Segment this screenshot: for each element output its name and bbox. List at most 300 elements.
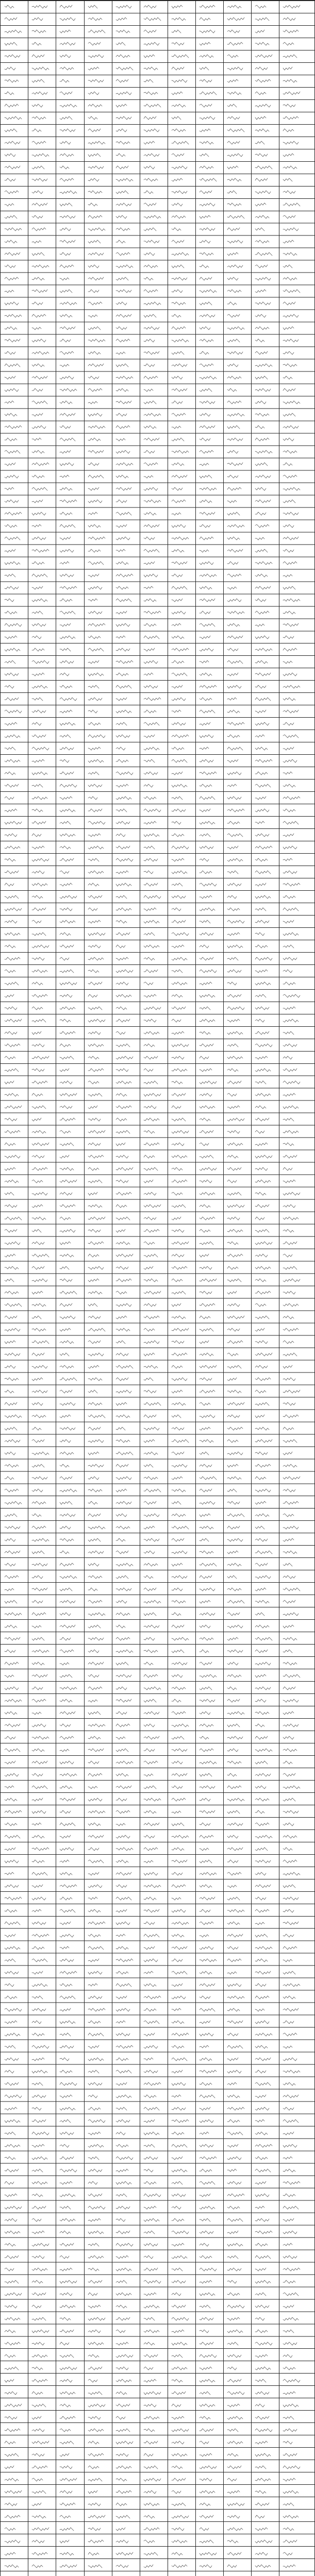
- grid-cell: [28, 1200, 56, 1212]
- handwriting-mark: [59, 511, 73, 516]
- grid-cell: [112, 1, 140, 13]
- handwriting-mark: [31, 944, 51, 949]
- grid-cell: [140, 25, 168, 38]
- grid-cell: [195, 1138, 223, 1150]
- grid-cell: [56, 594, 84, 606]
- handwriting-mark: [4, 202, 15, 207]
- handwriting-mark: [88, 54, 106, 59]
- handwriting-mark: [143, 350, 160, 355]
- grid-cell: [56, 1299, 84, 1311]
- grid-cell: [223, 891, 251, 903]
- handwriting-mark: [255, 610, 271, 615]
- grid-cell: [168, 606, 195, 619]
- handwriting-mark: [283, 795, 301, 801]
- grid-cell: [56, 742, 84, 755]
- handwriting-mark: [227, 622, 241, 628]
- handwriting-mark: [143, 956, 156, 961]
- handwriting-mark: [88, 115, 99, 121]
- handwriting-mark: [59, 4, 74, 9]
- grid-row: [1, 891, 315, 903]
- grid-cell: [223, 273, 251, 285]
- handwriting-mark: [59, 783, 78, 788]
- grid-cell: [112, 62, 140, 75]
- grid-cell: [28, 223, 56, 235]
- handwriting-mark: [115, 1030, 127, 1036]
- handwriting-mark: [59, 177, 75, 182]
- grid-cell: [112, 285, 140, 297]
- handwriting-mark: [115, 437, 127, 442]
- handwriting-mark: [143, 1006, 162, 1011]
- handwriting-mark: [143, 227, 157, 232]
- grid-cell: [168, 297, 195, 310]
- handwriting-mark: [283, 363, 299, 368]
- grid-cell: [28, 1002, 56, 1014]
- grid-cell: [84, 891, 112, 903]
- grid-cell: [56, 755, 84, 767]
- grid-cell: [112, 1126, 140, 1138]
- handwriting-mark: [227, 251, 240, 257]
- grid-cell: [84, 631, 112, 643]
- grid-row: [1, 878, 315, 891]
- handwriting-mark: [88, 190, 104, 195]
- grid-cell: [84, 545, 112, 557]
- handwriting-mark: [59, 486, 74, 492]
- handwriting-mark: [255, 820, 267, 825]
- grid-cell: [28, 1014, 56, 1027]
- grid-cell: [168, 619, 195, 631]
- handwriting-mark: [227, 1191, 242, 1196]
- handwriting-mark: [4, 375, 16, 380]
- handwriting-mark: [199, 313, 217, 318]
- grid-cell: [223, 767, 251, 779]
- handwriting-mark: [31, 1228, 43, 1233]
- handwriting-mark: [4, 1043, 22, 1048]
- grid-cell: [279, 767, 315, 779]
- grid-cell: [28, 384, 56, 396]
- handwriting-mark: [171, 709, 183, 714]
- handwriting-mark: [59, 313, 73, 318]
- handwriting-mark: [143, 1117, 161, 1122]
- grid-cell: [84, 458, 112, 470]
- handwriting-mark: [59, 16, 77, 22]
- grid-cell: [168, 532, 195, 545]
- grid-cell: [195, 656, 223, 668]
- handwriting-mark: [171, 1043, 190, 1048]
- grid-cell: [140, 1089, 168, 1101]
- grid-cell: [28, 495, 56, 507]
- grid-cell: [112, 755, 140, 767]
- handwriting-mark: [283, 870, 298, 875]
- grid-cell: [195, 1150, 223, 1163]
- grid-cell: [223, 124, 251, 137]
- grid-cell: [223, 1113, 251, 1126]
- grid-cell: [84, 50, 112, 62]
- handwriting-mark: [143, 561, 156, 566]
- handwriting-mark: [143, 128, 161, 133]
- grid-cell: [140, 1212, 168, 1225]
- handwriting-mark: [4, 1290, 20, 1295]
- grid-cell: [168, 718, 195, 730]
- handwriting-mark: [255, 91, 268, 96]
- grid-cell: [84, 1052, 112, 1064]
- handwriting-mark: [255, 251, 274, 257]
- grid-cell: [195, 965, 223, 977]
- grid-cell: [28, 161, 56, 174]
- grid-cell: [140, 804, 168, 817]
- grid-cell: [168, 804, 195, 817]
- handwriting-mark: [171, 140, 190, 145]
- grid-cell: [279, 211, 315, 223]
- grid-cell: [223, 359, 251, 371]
- grid-row: [1, 1200, 315, 1212]
- grid-cell: [168, 75, 195, 87]
- handwriting-mark: [4, 857, 17, 862]
- grid-cell: [168, 1138, 195, 1150]
- grid-cell: [28, 693, 56, 705]
- handwriting-mark: [283, 499, 297, 504]
- handwriting-mark: [199, 845, 215, 850]
- grid-cell: [168, 1, 195, 13]
- handwriting-mark: [4, 1129, 22, 1134]
- handwriting-mark: [59, 202, 74, 207]
- grid-cell: [112, 891, 140, 903]
- handwriting-mark: [88, 1092, 104, 1097]
- handwriting-mark: [199, 1154, 214, 1159]
- grid-cell: [84, 1150, 112, 1163]
- grid-cell: [279, 1101, 315, 1113]
- handwriting-mark: [227, 326, 245, 331]
- handwriting-mark: [88, 894, 104, 900]
- handwriting-mark: [59, 956, 71, 961]
- handwriting-mark: [283, 400, 301, 405]
- grid-cell: [1, 384, 28, 396]
- handwriting-mark: [88, 857, 101, 862]
- grid-cell: [140, 1225, 168, 1237]
- grid-cell: [112, 631, 140, 643]
- handwriting-mark: [283, 165, 299, 170]
- grid-cell: [56, 841, 84, 854]
- handwriting-mark: [171, 1204, 187, 1209]
- grid-row: [1, 545, 315, 557]
- grid-cell: [223, 507, 251, 520]
- grid-cell: [195, 458, 223, 470]
- handwriting-mark: [227, 993, 242, 998]
- grid-cell: [56, 532, 84, 545]
- handwriting-mark: [283, 227, 300, 232]
- handwriting-mark: [88, 29, 107, 34]
- handwriting-mark: [31, 969, 49, 974]
- handwriting-mark: [59, 251, 72, 257]
- handwriting-mark: [115, 190, 129, 195]
- grid-cell: [279, 50, 315, 62]
- grid-cell: [112, 1113, 140, 1126]
- grid-cell: [251, 322, 279, 334]
- grid-cell: [223, 1225, 251, 1237]
- handwriting-mark: [143, 709, 158, 714]
- handwriting-mark: [283, 1105, 301, 1110]
- handwriting-mark: [115, 931, 131, 937]
- handwriting-mark: [88, 350, 102, 355]
- handwriting-mark: [199, 647, 215, 652]
- grid-cell: [84, 1027, 112, 1039]
- grid-cell: [1, 62, 28, 75]
- grid-cell: [168, 1089, 195, 1101]
- handwriting-mark: [143, 264, 160, 269]
- handwriting-mark: [59, 1092, 78, 1097]
- handwriting-mark: [199, 1241, 215, 1246]
- handwriting-mark: [143, 870, 155, 875]
- grid-cell: [1, 1188, 28, 1200]
- grid-row: [1, 990, 315, 1002]
- grid-cell: [195, 359, 223, 371]
- grid-cell: [112, 693, 140, 705]
- grid-cell: [1, 161, 28, 174]
- handwriting-mark: [4, 313, 23, 318]
- handwriting-mark: [143, 882, 159, 887]
- grid-cell: [1, 990, 28, 1002]
- handwriting-mark: [227, 721, 245, 726]
- grid-cell: [140, 557, 168, 569]
- handwriting-mark: [199, 561, 214, 566]
- handwriting-mark: [115, 969, 134, 974]
- handwriting-mark: [59, 1290, 78, 1295]
- grid-row: [1, 396, 315, 409]
- grid-cell: [140, 396, 168, 409]
- grid-cell: [140, 334, 168, 347]
- grid-cell: [251, 1, 279, 13]
- handwriting-mark: [4, 54, 22, 59]
- grid-cell: [1, 235, 28, 248]
- handwriting-mark: [4, 1030, 18, 1036]
- handwriting-mark: [227, 301, 238, 306]
- handwriting-mark: [143, 338, 157, 343]
- handwriting-mark: [4, 523, 19, 529]
- handwriting-mark: [143, 783, 155, 788]
- grid-row: [1, 359, 315, 371]
- handwriting-mark: [283, 684, 302, 689]
- grid-cell: [195, 124, 223, 137]
- grid-cell: [1, 767, 28, 779]
- grid-cell: [112, 1150, 140, 1163]
- grid-cell: [84, 1212, 112, 1225]
- handwriting-mark: [31, 1154, 46, 1159]
- grid-cell: [279, 718, 315, 730]
- handwriting-mark: [59, 1241, 72, 1246]
- handwriting-mark: [31, 152, 51, 158]
- handwriting-mark: [115, 771, 134, 776]
- grid-cell: [28, 705, 56, 718]
- grid-cell: [168, 322, 195, 334]
- handwriting-mark: [59, 697, 78, 702]
- handwriting-mark: [143, 1067, 155, 1073]
- handwriting-mark: [283, 1228, 295, 1233]
- handwriting-mark: [283, 375, 294, 380]
- handwriting-mark: [115, 1191, 133, 1196]
- handwriting-mark: [88, 499, 104, 504]
- grid-cell: [1, 1002, 28, 1014]
- handwriting-mark: [88, 931, 106, 937]
- grid-cell: [168, 681, 195, 693]
- grid-cell: [1, 1237, 28, 1249]
- handwriting-mark: [255, 1179, 272, 1184]
- grid-cell: [140, 1126, 168, 1138]
- grid-cell: [28, 297, 56, 310]
- grid-cell: [1, 582, 28, 594]
- grid-cell: [223, 421, 251, 433]
- grid-cell: [1, 1150, 28, 1163]
- handwriting-mark: [171, 152, 186, 158]
- grid-cell: [251, 767, 279, 779]
- grid-cell: [140, 149, 168, 161]
- handwriting-mark: [4, 1191, 15, 1196]
- grid-cell: [28, 1039, 56, 1052]
- handwriting-mark: [115, 684, 134, 689]
- grid-cell: [223, 841, 251, 854]
- grid-cell: [251, 161, 279, 174]
- handwriting-mark: [171, 795, 184, 801]
- grid-cell: [56, 878, 84, 891]
- handwriting-mark: [115, 993, 133, 998]
- handwriting-mark: [227, 29, 241, 34]
- handwriting-mark: [115, 870, 130, 875]
- handwriting-mark: [4, 561, 21, 566]
- handwriting-mark: [255, 41, 270, 46]
- grid-row: [1, 1150, 315, 1163]
- handwriting-mark: [31, 1191, 48, 1196]
- grid-cell: [28, 643, 56, 656]
- grid-cell: [140, 248, 168, 260]
- grid-cell: [195, 866, 223, 878]
- grid-cell: [168, 977, 195, 990]
- handwriting-mark: [115, 165, 130, 170]
- grid-cell: [251, 594, 279, 606]
- handwriting-mark: [88, 412, 103, 417]
- grid-cell: [28, 854, 56, 866]
- grid-cell: [56, 174, 84, 186]
- handwriting-mark: [171, 1154, 189, 1159]
- grid-cell: [279, 779, 315, 792]
- handwriting-mark: [255, 622, 267, 628]
- grid-cell: [195, 557, 223, 569]
- handwriting-mark: [283, 474, 298, 479]
- handwriting-mark: [4, 363, 21, 368]
- handwriting-mark: [4, 585, 20, 590]
- grid-cell: [168, 50, 195, 62]
- grid-cell: [223, 1002, 251, 1014]
- grid-row: [1, 940, 315, 953]
- handwriting-mark: [4, 29, 23, 34]
- handwriting-mark: [115, 511, 132, 516]
- handwriting-mark: [88, 128, 103, 133]
- grid-cell: [195, 507, 223, 520]
- handwriting-mark: [115, 919, 128, 924]
- handwriting-mark: [143, 375, 159, 380]
- handwriting-mark: [255, 289, 268, 294]
- handwriting-mark: [31, 1241, 46, 1246]
- handwriting-mark: [227, 350, 244, 355]
- handwriting-mark: [115, 635, 127, 640]
- handwriting-mark: [88, 375, 101, 380]
- grid-cell: [84, 38, 112, 50]
- handwriting-mark: [199, 808, 212, 813]
- grid-cell: [1, 977, 28, 990]
- grid-cell: [168, 99, 195, 112]
- grid-cell: [168, 767, 195, 779]
- grid-cell: [140, 347, 168, 359]
- handwriting-mark: [31, 1129, 47, 1134]
- handwriting-mark: [143, 795, 158, 801]
- grid-cell: [279, 161, 315, 174]
- grid-cell: [168, 866, 195, 878]
- grid-row: [1, 1274, 315, 1286]
- handwriting-mark: [4, 1154, 21, 1159]
- handwriting-mark: [171, 1290, 188, 1295]
- grid-cell: [112, 668, 140, 681]
- handwriting-mark: [115, 1006, 128, 1011]
- handwriting-mark: [4, 16, 19, 22]
- handwriting-mark: [143, 289, 159, 294]
- grid-cell: [84, 409, 112, 421]
- grid-cell: [223, 520, 251, 532]
- handwriting-mark: [88, 585, 104, 590]
- grid-cell: [56, 235, 84, 248]
- grid-cell: [84, 25, 112, 38]
- grid-cell: [84, 779, 112, 792]
- grid-cell: [251, 1126, 279, 1138]
- grid-cell: [28, 668, 56, 681]
- grid-cell: [28, 99, 56, 112]
- handwriting-mark: [227, 870, 239, 875]
- handwriting-mark: [255, 1018, 267, 1023]
- grid-cell: [56, 483, 84, 495]
- grid-cell: [223, 446, 251, 458]
- grid-row: [1, 631, 315, 643]
- handwriting-mark: [143, 771, 159, 776]
- grid-cell: [56, 433, 84, 446]
- grid-row: [1, 1138, 315, 1150]
- grid-cell: [112, 656, 140, 668]
- handwriting-mark: [199, 474, 214, 479]
- handwriting-mark: [283, 202, 301, 207]
- grid-row: [1, 371, 315, 384]
- handwriting-mark: [199, 338, 215, 343]
- grid-cell: [279, 916, 315, 928]
- grid-cell: [251, 582, 279, 594]
- grid-cell: [56, 124, 84, 137]
- handwriting-mark: [4, 91, 16, 96]
- handwriting-mark: [4, 214, 19, 219]
- handwriting-mark: [4, 177, 16, 182]
- handwriting-mark: [143, 1030, 161, 1036]
- grid-cell: [140, 1014, 168, 1027]
- grid-cell: [1, 594, 28, 606]
- grid-cell: [112, 1039, 140, 1052]
- grid-cell: [168, 507, 195, 520]
- grid-cell: [28, 718, 56, 730]
- grid-cell: [251, 606, 279, 619]
- grid-cell: [1, 1299, 28, 1311]
- grid-cell: [112, 681, 140, 693]
- handwriting-mark: [283, 969, 294, 974]
- handwriting-mark: [171, 956, 189, 961]
- handwriting-mark: [255, 152, 270, 158]
- handwriting-mark: [227, 400, 242, 405]
- grid-cell: [56, 50, 84, 62]
- handwriting-mark: [227, 276, 239, 281]
- handwriting-mark: [199, 1055, 210, 1060]
- handwriting-mark: [31, 202, 48, 207]
- grid-cell: [195, 470, 223, 483]
